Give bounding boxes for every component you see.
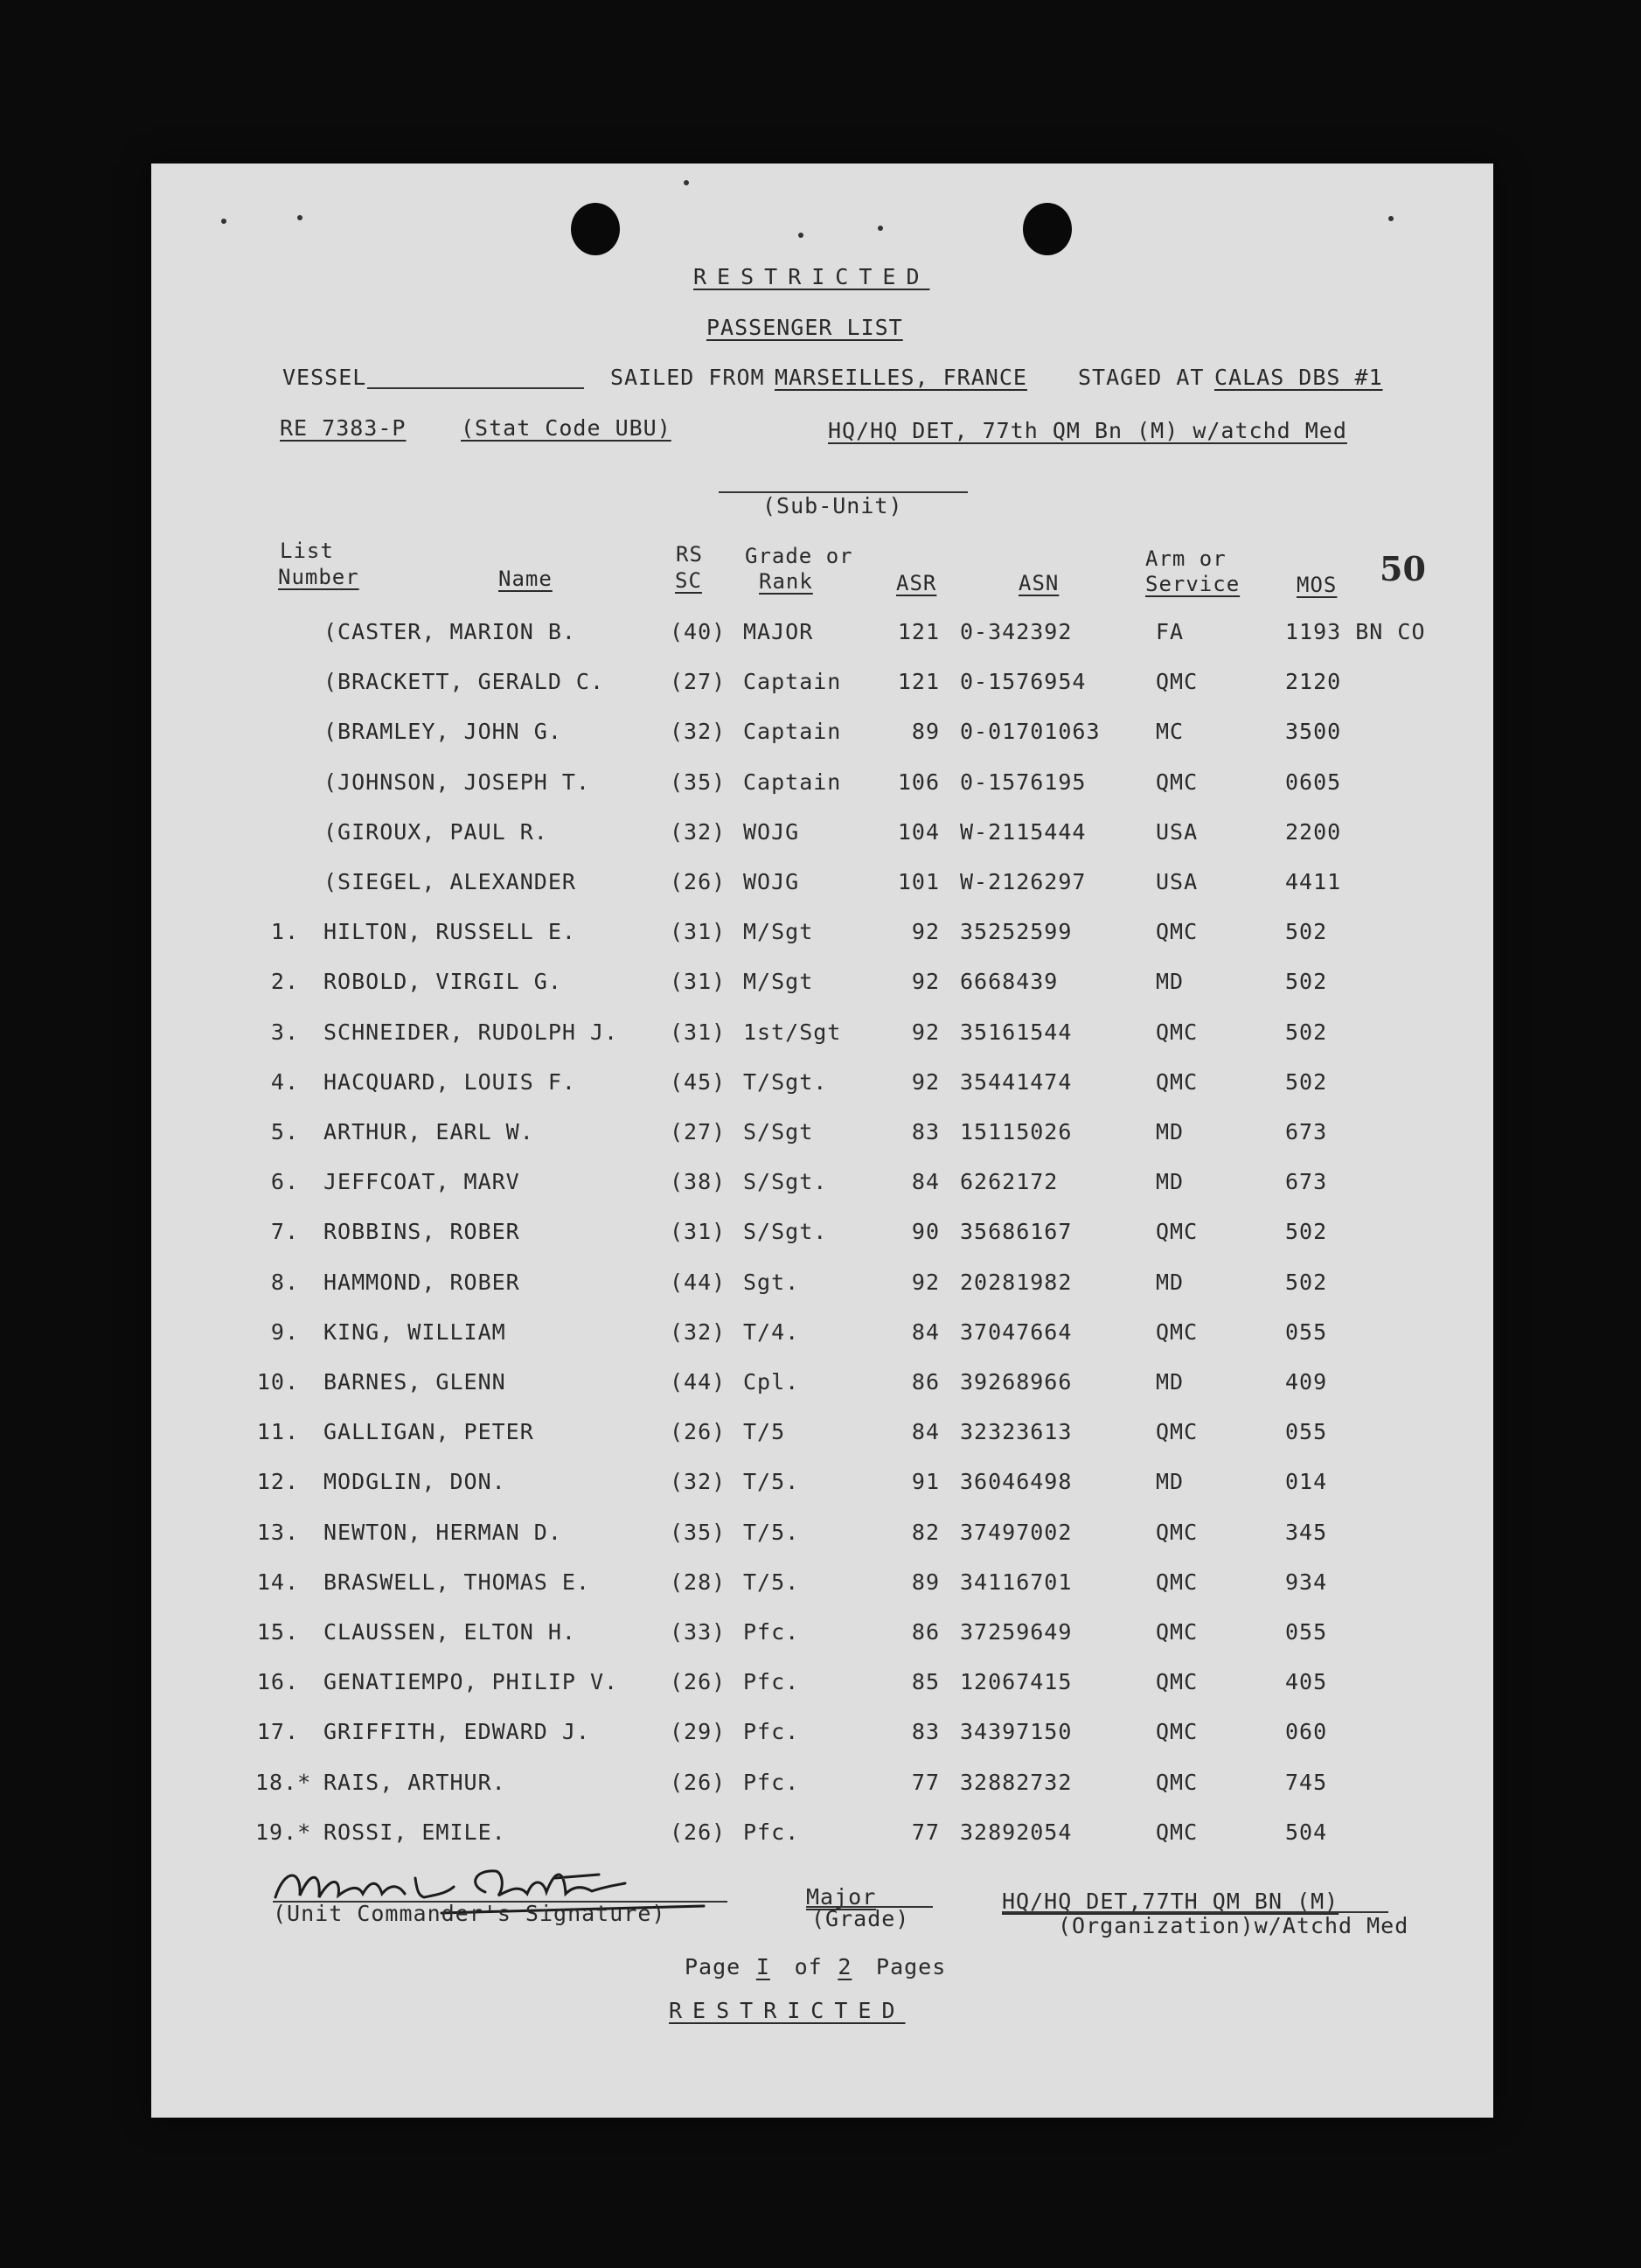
- row-list-number: 6.: [270, 1169, 299, 1195]
- row-rs-sc: (31): [670, 969, 727, 995]
- row-mos: 405: [1285, 1669, 1328, 1695]
- row-asr: 92: [911, 1068, 940, 1095]
- row-list-number: 11.: [256, 1419, 299, 1445]
- row-arm-service: MD: [1156, 1119, 1185, 1144]
- row-asn: 39268966: [960, 1369, 1073, 1395]
- row-asn: 37259649: [960, 1619, 1073, 1645]
- row-mos: 2120: [1285, 669, 1342, 695]
- row-grade: Pfc.: [743, 1619, 800, 1645]
- row-name: HAMMOND, ROBER: [323, 1269, 520, 1295]
- row-arm-service: FA: [1156, 619, 1185, 644]
- row-list-number: 13.: [256, 1519, 299, 1545]
- speck: [798, 233, 803, 238]
- row-grade: Pfc.: [743, 1769, 800, 1795]
- row-asn: 12067415: [960, 1669, 1073, 1695]
- stat-code: (Stat Code UBU): [461, 415, 671, 441]
- row-arm-service: MD: [1156, 1469, 1185, 1495]
- row-grade: 1st/Sgt: [743, 1019, 842, 1045]
- page-number-stamp: 50: [1380, 549, 1426, 588]
- row-grade: T/Sgt.: [743, 1068, 828, 1095]
- row-grade: Captain: [743, 669, 842, 695]
- row-asr: 77: [911, 1819, 940, 1845]
- row-name: (JOHNSON, JOSEPH T.: [323, 769, 590, 795]
- row-mos: 502: [1285, 1019, 1328, 1045]
- row-arm-service: QMC: [1156, 1519, 1199, 1545]
- row-list-number: 5.: [270, 1119, 299, 1144]
- row-rs-sc: (27): [670, 1119, 727, 1144]
- row-mos: 3500: [1285, 719, 1342, 745]
- row-asn: 6262172: [960, 1169, 1059, 1195]
- row-asn: W-2115444: [960, 818, 1087, 845]
- row-rs-sc: (32): [670, 1469, 727, 1495]
- col-grade-2: Rank: [759, 569, 813, 594]
- row-arm-service: MC: [1156, 719, 1185, 745]
- row-asn: 20281982: [960, 1269, 1073, 1295]
- row-asn: 15115026: [960, 1119, 1073, 1144]
- speck: [221, 219, 226, 224]
- row-asr: 83: [911, 1719, 940, 1745]
- row-asn: 32892054: [960, 1819, 1073, 1845]
- row-rs-sc: (31): [670, 919, 727, 945]
- row-grade: T/5.: [743, 1519, 800, 1545]
- row-mos: 502: [1285, 919, 1328, 945]
- row-asr: 92: [911, 1269, 940, 1295]
- row-list-number: 16.: [256, 1669, 299, 1695]
- row-name: BARNES, GLENN: [323, 1369, 506, 1395]
- row-asr: 89: [911, 719, 940, 745]
- row-name: ROSSI, EMILE.: [323, 1819, 506, 1845]
- row-rs-sc: (31): [670, 1019, 727, 1045]
- row-grade: T/5.: [743, 1469, 800, 1495]
- document-title: PASSENGER LIST: [706, 315, 903, 340]
- restricted-header: RESTRICTED: [693, 264, 930, 289]
- page-count: [685, 1954, 946, 1979]
- row-name: GENATIEMPO, PHILIP V.: [323, 1669, 619, 1695]
- row-rs-sc: (26): [670, 1419, 727, 1445]
- page-of: of: [794, 1954, 823, 1979]
- row-name: (BRAMLEY, JOHN G.: [323, 719, 562, 745]
- row-list-number: 2.: [270, 969, 299, 995]
- row-list-number: 19.*: [255, 1819, 312, 1845]
- signature-label: (Unit Commander's Signature): [273, 1901, 666, 1926]
- row-asn: 37047664: [960, 1318, 1073, 1345]
- row-name: ROBOLD, VIRGIL G.: [323, 969, 562, 995]
- row-asr: 82: [911, 1519, 940, 1545]
- row-rs-sc: (32): [670, 1318, 727, 1345]
- row-list-number: 14.: [256, 1569, 299, 1595]
- col-rs-2: SC: [675, 568, 702, 593]
- col-name: Name: [498, 567, 553, 591]
- row-asr: 84: [911, 1419, 940, 1445]
- vessel-blank: [367, 387, 584, 389]
- row-asr: 90: [911, 1219, 940, 1245]
- row-mos: 1193 BN CO: [1285, 619, 1426, 644]
- row-grade: M/Sgt: [743, 969, 814, 995]
- speck: [878, 226, 883, 231]
- row-rs-sc: (29): [670, 1719, 727, 1745]
- organization-label: (Organization)w/Atchd Med: [1058, 1913, 1409, 1938]
- unit-name: HQ/HQ DET, 77th QM Bn (M) w/atchd Med: [828, 418, 1347, 443]
- row-name: NEWTON, HERMAN D.: [323, 1519, 562, 1545]
- row-arm-service: QMC: [1156, 1719, 1199, 1745]
- row-arm-service: QMC: [1156, 1419, 1199, 1445]
- row-rs-sc: (44): [670, 1369, 727, 1395]
- row-name: (CASTER, MARION B.: [323, 619, 576, 644]
- row-grade: WOJG: [743, 818, 800, 845]
- organization-value: HQ/HQ DET,77TH QM BN (M): [1002, 1889, 1339, 1914]
- row-asn: 36046498: [960, 1469, 1073, 1495]
- row-rs-sc: (35): [670, 1519, 727, 1545]
- row-mos: 502: [1285, 969, 1328, 995]
- row-arm-service: QMC: [1156, 1569, 1199, 1595]
- row-arm-service: QMC: [1156, 669, 1199, 695]
- row-rs-sc: (35): [670, 769, 727, 795]
- row-asn: 35161544: [960, 1019, 1073, 1045]
- row-rs-sc: (33): [670, 1619, 727, 1645]
- row-list-number: 3.: [270, 1019, 299, 1045]
- row-arm-service: QMC: [1156, 1019, 1199, 1045]
- row-mos: 502: [1285, 1219, 1328, 1245]
- row-asr: 101: [897, 869, 940, 894]
- row-rs-sc: (32): [670, 818, 727, 845]
- row-arm-service: USA: [1156, 869, 1199, 894]
- row-mos: 673: [1285, 1169, 1328, 1195]
- row-grade: Pfc.: [743, 1669, 800, 1695]
- row-asn: 6668439: [960, 969, 1059, 995]
- row-grade: T/4.: [743, 1318, 800, 1345]
- sailed-from-label: SAILED FROM: [610, 365, 765, 390]
- row-asr: 89: [911, 1569, 940, 1595]
- speck: [1388, 216, 1394, 221]
- row-mos: 502: [1285, 1269, 1328, 1295]
- row-name: JEFFCOAT, MARV: [323, 1169, 520, 1195]
- row-mos: 055: [1285, 1318, 1328, 1345]
- col-arm-2: Service: [1145, 572, 1241, 596]
- row-asn: 34397150: [960, 1719, 1073, 1745]
- row-grade: T/5: [743, 1419, 786, 1445]
- row-mos: 0605: [1285, 769, 1342, 795]
- row-mos: 745: [1285, 1769, 1328, 1795]
- row-arm-service: USA: [1156, 818, 1199, 845]
- row-mos: 502: [1285, 1068, 1328, 1095]
- row-asr: 84: [911, 1318, 940, 1345]
- row-arm-service: MD: [1156, 1169, 1185, 1195]
- row-arm-service: QMC: [1156, 1669, 1199, 1695]
- row-list-number: 9.: [270, 1318, 299, 1345]
- row-mos: 055: [1285, 1419, 1328, 1445]
- row-list-number: 4.: [270, 1068, 299, 1095]
- row-arm-service: MD: [1156, 1369, 1185, 1395]
- row-rs-sc: (44): [670, 1269, 727, 1295]
- row-list-number: 18.*: [255, 1769, 312, 1795]
- row-grade: WOJG: [743, 869, 800, 894]
- row-asr: 104: [897, 818, 940, 845]
- page-total: 2: [838, 1954, 852, 1979]
- row-mos: 345: [1285, 1519, 1328, 1545]
- row-asr: 77: [911, 1769, 940, 1795]
- sailed-from-value: MARSEILLES, FRANCE: [775, 365, 1027, 390]
- staged-at-label: STAGED AT: [1078, 365, 1205, 390]
- page-current: I: [755, 1954, 770, 1979]
- row-mos: 2200: [1285, 818, 1342, 845]
- col-list-number-2: Number: [278, 565, 359, 589]
- row-arm-service: QMC: [1156, 919, 1199, 945]
- row-asr: 91: [911, 1469, 940, 1495]
- row-name: BRASWELL, THOMAS E.: [323, 1569, 590, 1595]
- row-asn: 0-01701063: [960, 719, 1101, 745]
- row-arm-service: QMC: [1156, 1219, 1199, 1245]
- row-name: (SIEGEL, ALEXANDER: [323, 869, 576, 894]
- row-name: MODGLIN, DON.: [323, 1469, 506, 1495]
- col-mos: MOS: [1297, 573, 1338, 597]
- row-asr: 83: [911, 1119, 940, 1144]
- row-asn: 0-1576954: [960, 669, 1087, 695]
- row-arm-service: QMC: [1156, 1819, 1199, 1845]
- row-name: (GIROUX, PAUL R.: [323, 818, 548, 845]
- row-arm-service: QMC: [1156, 769, 1199, 795]
- row-rs-sc: (38): [670, 1169, 727, 1195]
- speck: [684, 180, 689, 185]
- row-name: HILTON, RUSSELL E.: [323, 919, 576, 945]
- col-arm-1: Arm or: [1145, 546, 1227, 571]
- row-arm-service: QMC: [1156, 1068, 1199, 1095]
- row-arm-service: QMC: [1156, 1769, 1199, 1795]
- row-asr: 86: [911, 1619, 940, 1645]
- row-asn: 0-1576195: [960, 769, 1087, 795]
- row-asr: 106: [897, 769, 940, 795]
- vessel-label: VESSEL: [282, 365, 367, 390]
- row-list-number: 7.: [270, 1219, 299, 1245]
- row-rs-sc: (26): [670, 1769, 727, 1795]
- row-asn: 32323613: [960, 1419, 1073, 1445]
- sub-unit-label: (Sub-Unit): [762, 493, 903, 518]
- row-name: (BRACKETT, GERALD C.: [323, 669, 605, 695]
- row-list-number: 17.: [256, 1719, 299, 1745]
- row-rs-sc: (28): [670, 1569, 727, 1595]
- row-grade: Captain: [743, 769, 842, 795]
- row-rs-sc: (32): [670, 719, 727, 745]
- row-mos: 014: [1285, 1469, 1328, 1495]
- row-name: SCHNEIDER, RUDOLPH J.: [323, 1019, 619, 1045]
- row-name: GRIFFITH, EDWARD J.: [323, 1719, 590, 1745]
- row-grade: T/5.: [743, 1569, 800, 1595]
- punch-hole-right: [1023, 203, 1072, 255]
- row-arm-service: QMC: [1156, 1318, 1199, 1345]
- row-asr: 86: [911, 1369, 940, 1395]
- row-name: ROBBINS, ROBER: [323, 1219, 520, 1245]
- row-rs-sc: (26): [670, 1669, 727, 1695]
- row-grade: S/Sgt: [743, 1119, 814, 1144]
- row-grade: M/Sgt: [743, 919, 814, 945]
- row-name: CLAUSSEN, ELTON H.: [323, 1619, 576, 1645]
- row-list-number: 10.: [256, 1369, 299, 1395]
- row-grade: Pfc.: [743, 1819, 800, 1845]
- row-mos: 409: [1285, 1369, 1328, 1395]
- row-mos: 055: [1285, 1619, 1328, 1645]
- row-asr: 92: [911, 1019, 940, 1045]
- grade-value: Major: [806, 1884, 877, 1910]
- row-name: ARTHUR, EARL W.: [323, 1119, 534, 1144]
- row-arm-service: MD: [1156, 969, 1185, 995]
- row-rs-sc: (31): [670, 1219, 727, 1245]
- row-list-number: 1.: [270, 919, 299, 945]
- row-asr: 121: [897, 619, 940, 644]
- row-rs-sc: (45): [670, 1068, 727, 1095]
- row-rs-sc: (27): [670, 669, 727, 695]
- row-asn: 0-342392: [960, 619, 1073, 644]
- page-word: Page: [685, 1954, 741, 1979]
- row-mos: 060: [1285, 1719, 1328, 1745]
- restricted-footer: RESTRICTED: [669, 1998, 906, 2023]
- row-asn: 37497002: [960, 1519, 1073, 1545]
- row-list-number: 12.: [256, 1469, 299, 1495]
- col-rs-1: RS: [676, 542, 703, 567]
- row-list-number: 15.: [256, 1619, 299, 1645]
- staged-at-value: CALAS DBS #1: [1214, 365, 1383, 390]
- row-rs-sc: (26): [670, 1819, 727, 1845]
- col-asr: ASR: [896, 571, 937, 595]
- grade-label: (Grade): [811, 1906, 910, 1931]
- col-grade-1: Grade or: [745, 544, 853, 568]
- row-asn: 35252599: [960, 919, 1073, 945]
- row-rs-sc: (26): [670, 869, 727, 894]
- row-list-number: 8.: [270, 1269, 299, 1295]
- row-mos: 504: [1285, 1819, 1328, 1845]
- row-grade: Captain: [743, 719, 842, 745]
- row-asn: 32882732: [960, 1769, 1073, 1795]
- re-number: RE 7383-P: [280, 415, 407, 441]
- row-asr: 92: [911, 969, 940, 995]
- row-grade: Sgt.: [743, 1269, 800, 1295]
- row-name: HACQUARD, LOUIS F.: [323, 1068, 576, 1095]
- row-name: KING, WILLIAM: [323, 1318, 506, 1345]
- row-asn: W-2126297: [960, 869, 1087, 894]
- row-mos: 934: [1285, 1569, 1328, 1595]
- col-list-number-1: List: [280, 539, 334, 563]
- row-grade: Pfc.: [743, 1719, 800, 1745]
- row-asn: 35686167: [960, 1219, 1073, 1245]
- row-grade: MAJOR: [743, 619, 814, 644]
- row-name: RAIS, ARTHUR.: [323, 1769, 506, 1795]
- punch-hole-left: [571, 203, 620, 255]
- pages-word: Pages: [876, 1954, 947, 1979]
- speck: [297, 215, 302, 220]
- row-grade: S/Sgt.: [743, 1169, 828, 1195]
- row-asr: 84: [911, 1169, 940, 1195]
- row-asr: 121: [897, 669, 940, 695]
- row-asr: 92: [911, 919, 940, 945]
- row-rs-sc: (40): [670, 619, 727, 644]
- row-name: GALLIGAN, PETER: [323, 1419, 534, 1445]
- row-grade: Cpl.: [743, 1369, 800, 1395]
- row-mos: 4411: [1285, 869, 1342, 894]
- col-asn: ASN: [1019, 571, 1060, 595]
- row-asn: 34116701: [960, 1569, 1073, 1595]
- row-asr: 85: [911, 1669, 940, 1695]
- row-mos: 673: [1285, 1119, 1328, 1144]
- row-arm-service: QMC: [1156, 1619, 1199, 1645]
- row-asn: 35441474: [960, 1068, 1073, 1095]
- row-arm-service: MD: [1156, 1269, 1185, 1295]
- row-grade: S/Sgt.: [743, 1219, 828, 1245]
